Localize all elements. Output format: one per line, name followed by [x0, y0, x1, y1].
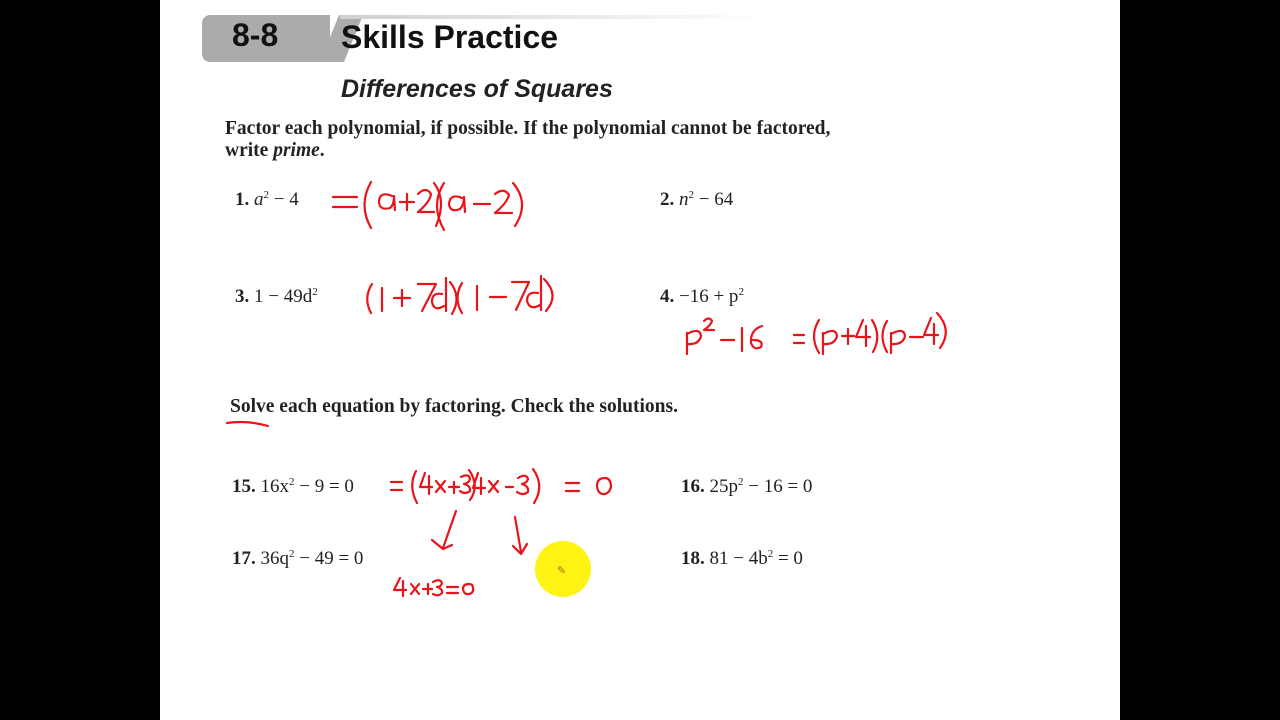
- exponent: 2: [289, 548, 295, 560]
- problem-number: 4.: [660, 286, 675, 307]
- problem-expression-tail: − 9 = 0: [294, 476, 354, 497]
- problem-expression: 16x: [260, 476, 289, 497]
- problem-expression-tail: − 64: [694, 189, 734, 210]
- solve-instruction-rest: each equation by factoring. Check the solutions.: [274, 396, 678, 417]
- problem-expression: a: [254, 189, 264, 210]
- problem-expression-tail: − 16 = 0: [743, 476, 813, 497]
- problem-expression: 25p: [709, 476, 738, 497]
- handwriting-layer: [160, 0, 1120, 720]
- problem-number: 15.: [232, 476, 256, 497]
- answer-3-ink: [367, 276, 552, 314]
- problem-expression: 1 − 49d: [254, 286, 313, 307]
- cursor-pointer-icon: ✎: [557, 564, 567, 577]
- arrow-left-down: [432, 511, 456, 549]
- step-ink: [394, 578, 473, 596]
- problem-number: 16.: [681, 476, 705, 497]
- solve-underline: [227, 422, 268, 426]
- factor-instruction-line1: Factor each polynomial, if possible. If the polynomial cannot be factored,: [225, 118, 831, 139]
- problem-number: 17.: [232, 548, 256, 569]
- problem-expression-tail: = 0: [773, 548, 803, 569]
- problem-number: 18.: [681, 548, 705, 569]
- problem-expression: 36q: [260, 548, 289, 569]
- exponent: 2: [688, 189, 694, 201]
- problem-number: 2.: [660, 189, 675, 210]
- problem-number: 3.: [235, 286, 250, 307]
- answer-4-ink: [687, 313, 946, 354]
- exponent: 2: [289, 476, 295, 488]
- problem-expression-tail: − 4: [269, 189, 299, 210]
- prime-word: prime: [273, 140, 320, 161]
- page-subtitle: Differences of Squares: [341, 75, 613, 103]
- problem-expression: 81 − 4b: [709, 548, 768, 569]
- arrow-down: [513, 517, 527, 554]
- lesson-number: 8-8: [232, 17, 279, 53]
- problem-number: 1.: [235, 189, 250, 210]
- page-title: Skills Practice: [341, 19, 559, 55]
- exponent: 2: [312, 286, 318, 298]
- problem-expression-tail: − 49 = 0: [294, 548, 364, 569]
- worksheet-page: [160, 0, 1120, 720]
- exponent: 2: [263, 189, 269, 201]
- factor-instruction-suffix: .: [319, 140, 325, 161]
- factor-instruction-prefix: write: [225, 140, 274, 161]
- problem-expression: n: [679, 189, 689, 210]
- problem-expression: −16 + p: [679, 286, 739, 307]
- answer-15-ink: [391, 469, 611, 503]
- answer-1-ink: [333, 182, 522, 230]
- exponent: 2: [738, 286, 744, 298]
- cursor-highlight: [535, 541, 591, 597]
- exponent: 2: [738, 476, 744, 488]
- solve-word: Solve: [230, 396, 275, 417]
- exponent: 2: [767, 548, 774, 560]
